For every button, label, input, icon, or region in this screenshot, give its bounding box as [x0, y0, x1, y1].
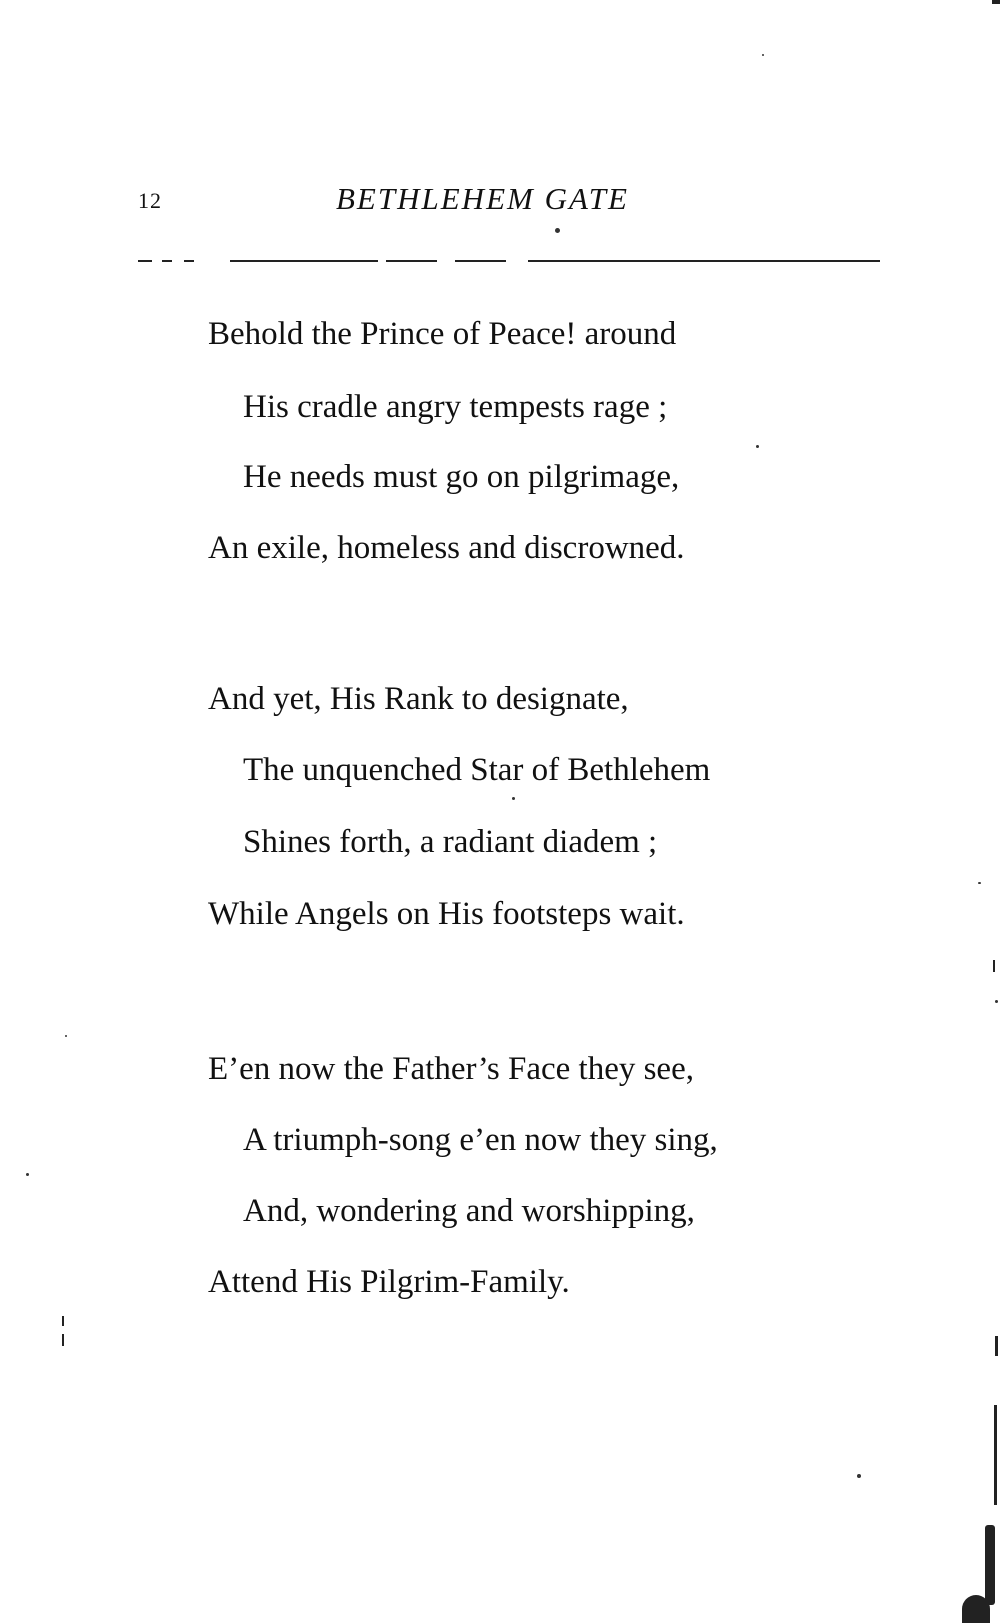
- scan-edge-mark: [992, 0, 1000, 4]
- scan-speck: [978, 882, 981, 884]
- scan-speck: [756, 445, 759, 448]
- scan-edge-mark: [985, 1525, 995, 1605]
- scan-edge-mark: [62, 1316, 64, 1326]
- scan-edge-mark: [62, 1334, 64, 1346]
- verse-line: E’en now the Father’s Face they see,: [208, 1051, 694, 1087]
- verse-line: Behold the Prince of Peace! around: [208, 316, 677, 352]
- verse-line: An exile, homeless and discrowned.: [208, 530, 685, 566]
- scan-speck: [857, 1474, 861, 1478]
- verse-line: Attend His Pilgrim-Family.: [208, 1264, 570, 1300]
- running-head: BETHLEHEM GATE: [336, 181, 629, 216]
- scan-edge-mark: [993, 960, 995, 972]
- scan-speck: [512, 797, 515, 800]
- scan-edge-mark: [995, 1336, 998, 1356]
- verse-line: His cradle angry tempests rage ;: [243, 389, 668, 425]
- page-number: 12: [138, 188, 162, 213]
- verse-line: While Angels on His footsteps wait.: [208, 896, 685, 932]
- verse-line: Shines forth, a radiant diadem ;: [243, 824, 658, 860]
- scan-edge-mark: [994, 1405, 997, 1505]
- verse-line: The unquenched Star of Bethlehem: [243, 752, 711, 788]
- scan-speck: [26, 1173, 29, 1176]
- scan-edge-mark: [962, 1595, 990, 1623]
- scan-speck: [762, 54, 764, 56]
- verse-line: He needs must go on pilgrimage,: [243, 459, 680, 495]
- scan-speck: [995, 1000, 998, 1003]
- verse-line: And, wondering and worshipping,: [243, 1193, 695, 1229]
- scan-speck: [555, 228, 560, 233]
- verse-line: And yet, His Rank to designate,: [208, 681, 629, 717]
- scan-speck: [65, 1035, 67, 1037]
- verse-line: A triumph-song e’en now they sing,: [243, 1122, 718, 1158]
